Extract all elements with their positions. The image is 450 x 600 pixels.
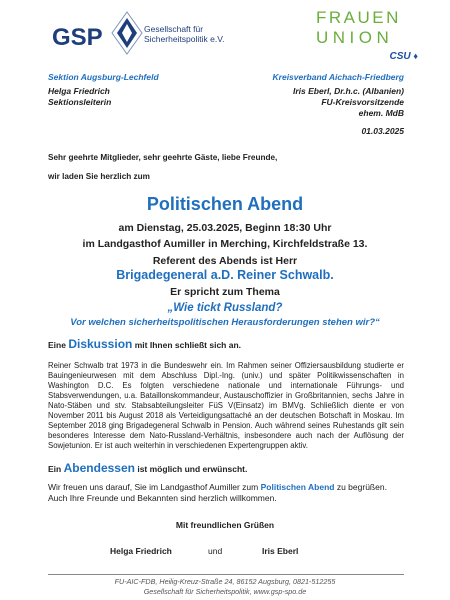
csu-label: CSU (389, 51, 411, 62)
dinner-pre: Ein (48, 464, 62, 474)
referent-bio: Reiner Schwalb trat 1973 in die Bundeswehr ein. Im Rahmen seiner Offiziersausbildung studierte er Bauingenieurwesen mit dem Abschluss Dipl.-Ing. (univ.) und später Politikwissenschaften in Washington D.C. Es folgten verschiedene nationale und internationale Führungs- und Stabsverwendungen, u.a. Bataillonskommandeur, Austauschoffizier in Großbritannien, sechs Jahre in Nato-Stäben und stv. Stabsabteilungsleiter FüS V(Einsatz) im BMVg. Schließlich diente er von November 2011 bis August 2018 als Verteidigungsattaché an der deutschen Botschaft in Moskau. Im September 2018 ging Brigadegeneral Schwalb in Pension. Auch während seines Ruhestands gilt sein besonderes Interesse dem Nato-Russland-Verhältnis, insbesondere auch nach der Auflösung der Sowjetunion. Er ist auch weiterhin in verschiedenen Expertengruppen aktiv. (48, 361, 404, 450)
right-name: Iris Eberl, Dr.h.c. (Albanien) (293, 86, 404, 96)
invite-line: wir laden Sie herzlich zum (48, 172, 150, 181)
footer-divider (48, 574, 404, 575)
discussion-word: Diskussion (68, 337, 133, 351)
footer-line1: FU-AIC-FDB, Heilig-Kreuz-Straße 24, 86152 Augsburg, 0821-512255 (114, 577, 336, 586)
event-where: im Landgasthof Aumiller in Merching, Kirchfeldstraße 13. (82, 238, 368, 250)
topic-subtitle: Vor welchen sicherheitspolitischen Herausforderungen stehen wir?“ (70, 317, 380, 328)
signature-and: und (208, 546, 223, 556)
closing-pre: Wir freuen uns darauf, Sie im Landgasthof Aumiller zum (48, 482, 259, 492)
gsp-name (144, 24, 244, 44)
csu-badge (390, 51, 419, 62)
closing-post: zu begrüßen. Auch Ihre Freunde und Bekannten sind herzlich willkommen. (48, 482, 387, 503)
gsp-name-line1: Gesellschaft für (144, 24, 204, 34)
referent-intro: Referent des Abends ist Herr (152, 255, 298, 267)
closing-highlight: Politischen Abend (260, 482, 335, 492)
gsp-diamond-icon (110, 10, 144, 56)
footer-line2: Gesellschaft für Sicherheitspolitik, www.gsp-spo.de (143, 587, 307, 596)
letter-date: 01.03.2025 (361, 126, 404, 136)
gsp-logo (52, 10, 225, 56)
fu-line1: FRAUEN (316, 8, 401, 27)
left-role: Sektionsleiterin (48, 97, 112, 107)
right-extra: ehem. MdB (358, 108, 404, 118)
dinner-post: ist möglich und erwünscht. (137, 464, 248, 474)
csu-lion-icon: ♦ (413, 51, 418, 61)
right-role: FU-Kreisvorsitzende (321, 97, 404, 107)
topic-intro: Er spricht zum Thema (170, 286, 280, 298)
fu-line2: UNION (316, 28, 394, 47)
gsp-mark: GSP (52, 24, 103, 51)
topic-title: „Wie tickt Russland? (167, 302, 283, 314)
dinner-word: Abendessen (63, 461, 135, 475)
right-section: Kreisverband Aichach-Friedberg (272, 72, 404, 82)
greeting: Sehr geehrte Mitglieder, sehr geehrte Gäste, liebe Freunde, (48, 153, 278, 162)
left-section: Sektion Augsburg-Lechfeld (48, 72, 159, 82)
discussion-post: mit Ihnen schließt sich an. (134, 340, 242, 350)
left-name: Helga Friedrich (48, 86, 110, 96)
event-title: Politischen Abend (146, 194, 304, 214)
closing-paragraph (48, 482, 408, 504)
dinner-line (48, 461, 247, 475)
signature-left: Helga Friedrich (110, 546, 172, 556)
referent-name: Brigadegeneral a.D. Reiner Schwalb. (116, 268, 334, 282)
event-when: am Dienstag, 25.03.2025, Beginn 18:30 Uhr (118, 222, 332, 234)
signature-right: Iris Eberl (262, 546, 299, 556)
gsp-name-line2: Sicherheitspolitik e.V. (144, 34, 225, 44)
frauen-union-logo (316, 8, 420, 68)
discussion-line (48, 337, 241, 351)
discussion-pre: Eine (48, 340, 66, 350)
regards: Mit freundlichen Grüßen (175, 520, 275, 530)
